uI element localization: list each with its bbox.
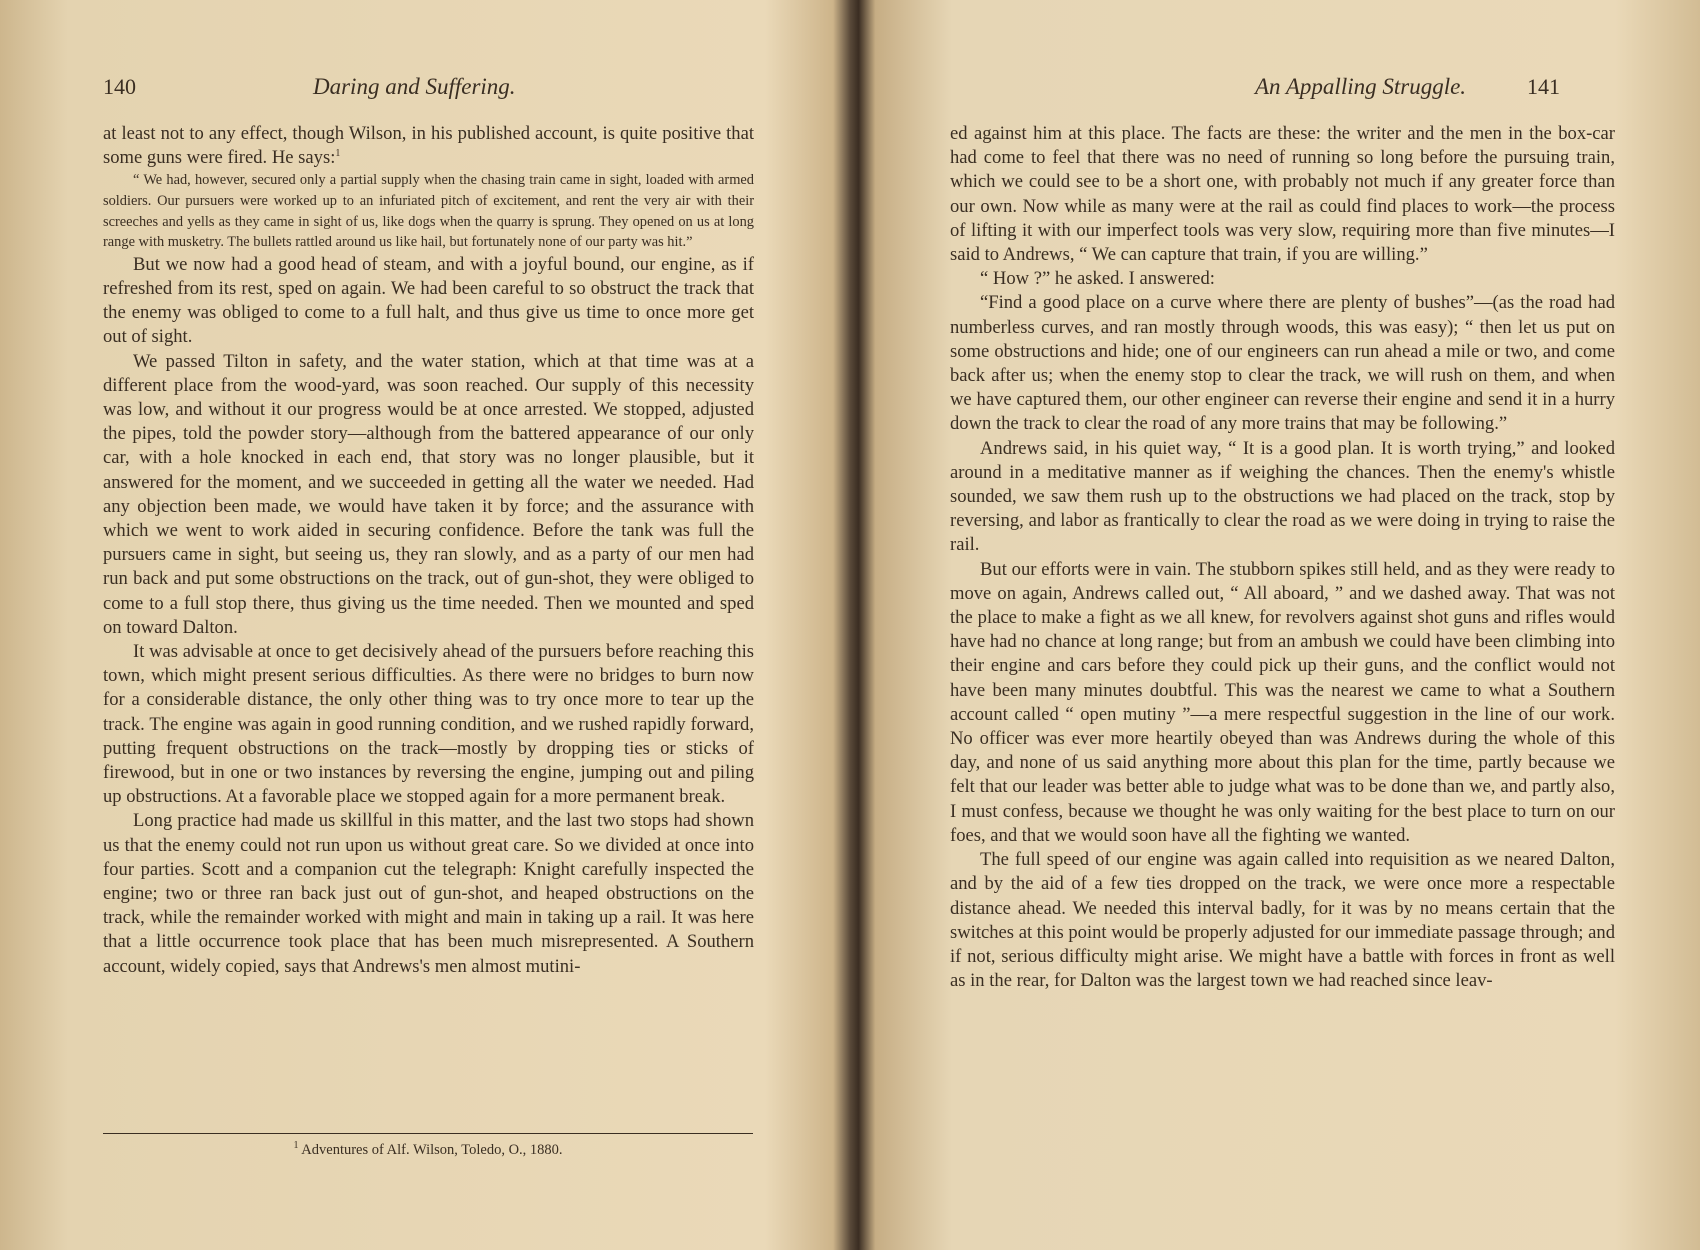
opening-paragraph (103, 122, 754, 170)
right-page-header (950, 74, 1600, 114)
running-head: Daring and Suffering. (313, 74, 516, 99)
footnote-marker: 1 (335, 148, 341, 160)
paragraph: The full speed of our engine was again called into requisition as we neared Dalton, and by the aid of a few ties dropped on the track, we were once more a respectable distance ahead. We needed this interval badly, for it was by no means certain that the switches at this point would be properly adjusted for our immediate passage through; and if not, serious difficulty might arise. We might have a battle with forces in front as well as in the rear, for Dalton was the largest town we had reached since leav- (950, 849, 1615, 992)
footnote-rule (103, 1133, 753, 1134)
paragraph: “ How ?” he asked. I answered: (980, 268, 1215, 290)
paragraph: We passed Tilton in safety, and the water station, which at that time was at a different place from the wood-yard, was soon reached. Our supply of this necessity was low, and without it our progress would be at once arrested. We stopped, adjusted the pipes, told the powder story—although from the battered appearance of our only car, with a hole knocked in each end, that story was no longer plausible, but it answered for the moment, and we succeeded in getting all the water we needed. Had any objection been made, we would have taken it by force; and the assurance with which we went to work aided in securing confidence. Before the tank was full the pursuers came in sight, but seeing us, they ran slowly, and as a party of our men had run back and put some obstructions on the track, out of gun-shot, they were obliged to come to a full stop there, thus giving us the time needed. Then we mounted and sped on toward Dalton. (103, 350, 754, 638)
right-page (855, 0, 1700, 1250)
opening-text: at least not to any effect, though Wilson, in his published account, is quite positive that some guns were fired. He says: (103, 123, 754, 169)
left-page (0, 0, 830, 1250)
footnote-number: 1 (293, 1140, 299, 1152)
page-number: 140 (103, 74, 136, 99)
paragraph: But our efforts were in vain. The stubborn spikes still held, and as they were ready to move on again, Andrews called out, “ All aboard, ” and we dashed away. That was not the place to make a fight as we all knew, for revolvers against shot guns and rifles would have had no chance at long range; but from an ambush we could have been climbing into their engine and cars before they could pick up their guns, and the conflict would not have been many minutes doubtful. This was the nearest we came to what a Southern account called “ open mutiny ”—a mere respectful suggestion in the line of our work. No officer was ever more heartily obeyed than was Andrews during the whole of this day, and none of us said anything more about this plan for the time, partly because we felt that our leader was better able to judge what was to be done than we, and partly also, I must confess, because we thought he was only waiting for the best place to turn on our foes, and that we would soon have all the fighting we wanted. (950, 558, 1615, 846)
footnote-text: Adventures of Alf. Wilson, Toledo, O., 1880. (301, 1142, 563, 1158)
opening-paragraph: ed against him at this place. The facts are these: the writer and the men in the box-car had come to feel that there was no need of running so long before the pursuing train, which we could see to be a short one, with probably not much if any greater force than our own. Now while as many were at the rail as could find places to work—the process of lifting it with our imperfect tools was very slow, requiring more than five minutes—I said to Andrews, “ We can capture that train, if you are willing.” (950, 123, 1615, 266)
paragraph: Andrews said, in his quiet way, “ It is a good plan. It is worth trying,” and looked around in a meditative manner as if weighing the chances. Then the enemy's whistle sounded, we saw them rush up to the obstructions we had placed on the track, stop by reversing, and labor as frantically to clear the road as we were doing in trying to raise the rail. (950, 437, 1615, 556)
running-head: An Appalling Struggle. (1255, 74, 1467, 99)
page-number: 141 (1527, 74, 1560, 99)
right-page-body (950, 122, 1615, 993)
paragraph: “Find a good place on a curve where there are plenty of bushes”—(as the road had numberless curves, and ran mostly through woods, this was easy); “ then let us put on some obstructions and hide; one of our engineers can run ahead a mile or two, and come back after us; when the enemy stop to clear the track, we will rush on them, and when we have captured them, our other engineer can reverse their engine and send it in a hurry down the track to clear the road of any more trains that may be following.” (950, 292, 1615, 435)
left-page-body (103, 122, 754, 979)
block-quote: “ We had, however, secured only a partial supply when the chasing train came in sight, loaded with armed soldiers. Our pursuers were worked up to an infuriated pitch of excitement, and rent the very air with their screeches and yells as they came in sight of us, like dogs when the quarry is sprung. They opened on us at long range with musketry. The bullets rattled around us like hail, but fortunately none of our party was hit.” (103, 172, 754, 251)
left-page-header (103, 74, 753, 114)
paragraph: Long practice had made us skillful in this matter, and the last two stops had shown us that the enemy could not run upon us without great care. So we divided at once into four parties. Scott and a companion cut the telegraph: Knight carefully inspected the engine; two or three ran back just out of gun-shot, and heaped obstructions on the track, while the remainder worked with might and main in taking up a rail. It was here that a little occurrence took place that has been much misrepresented. A Southern account, widely copied, says that Andrews's men almost mutini- (103, 810, 754, 977)
paragraph: It was advisable at once to get decisively ahead of the pursuers before reaching this town, which might present serious difficulties. As there were no bridges to burn now for a considerable distance, the only other thing was to try once more to tear up the track. The engine was again in good running condition, and we rushed rapidly forward, putting frequent obstructions on the track—mostly by dropping ties or sticks of firewood, but in one or two instances by reversing the engine, jumping out and piling up obstructions. At a favorable place we stopped again for a more permanent break. (103, 641, 754, 808)
footnote (103, 1142, 753, 1159)
paragraph: But we now had a good head of steam, and with a joyful bound, our engine, as if refreshed from its rest, sped on again. We had been careful to so obstruct the track that the enemy was obliged to come to a full halt, and thus give us time to once more get out of sight. (103, 253, 754, 348)
